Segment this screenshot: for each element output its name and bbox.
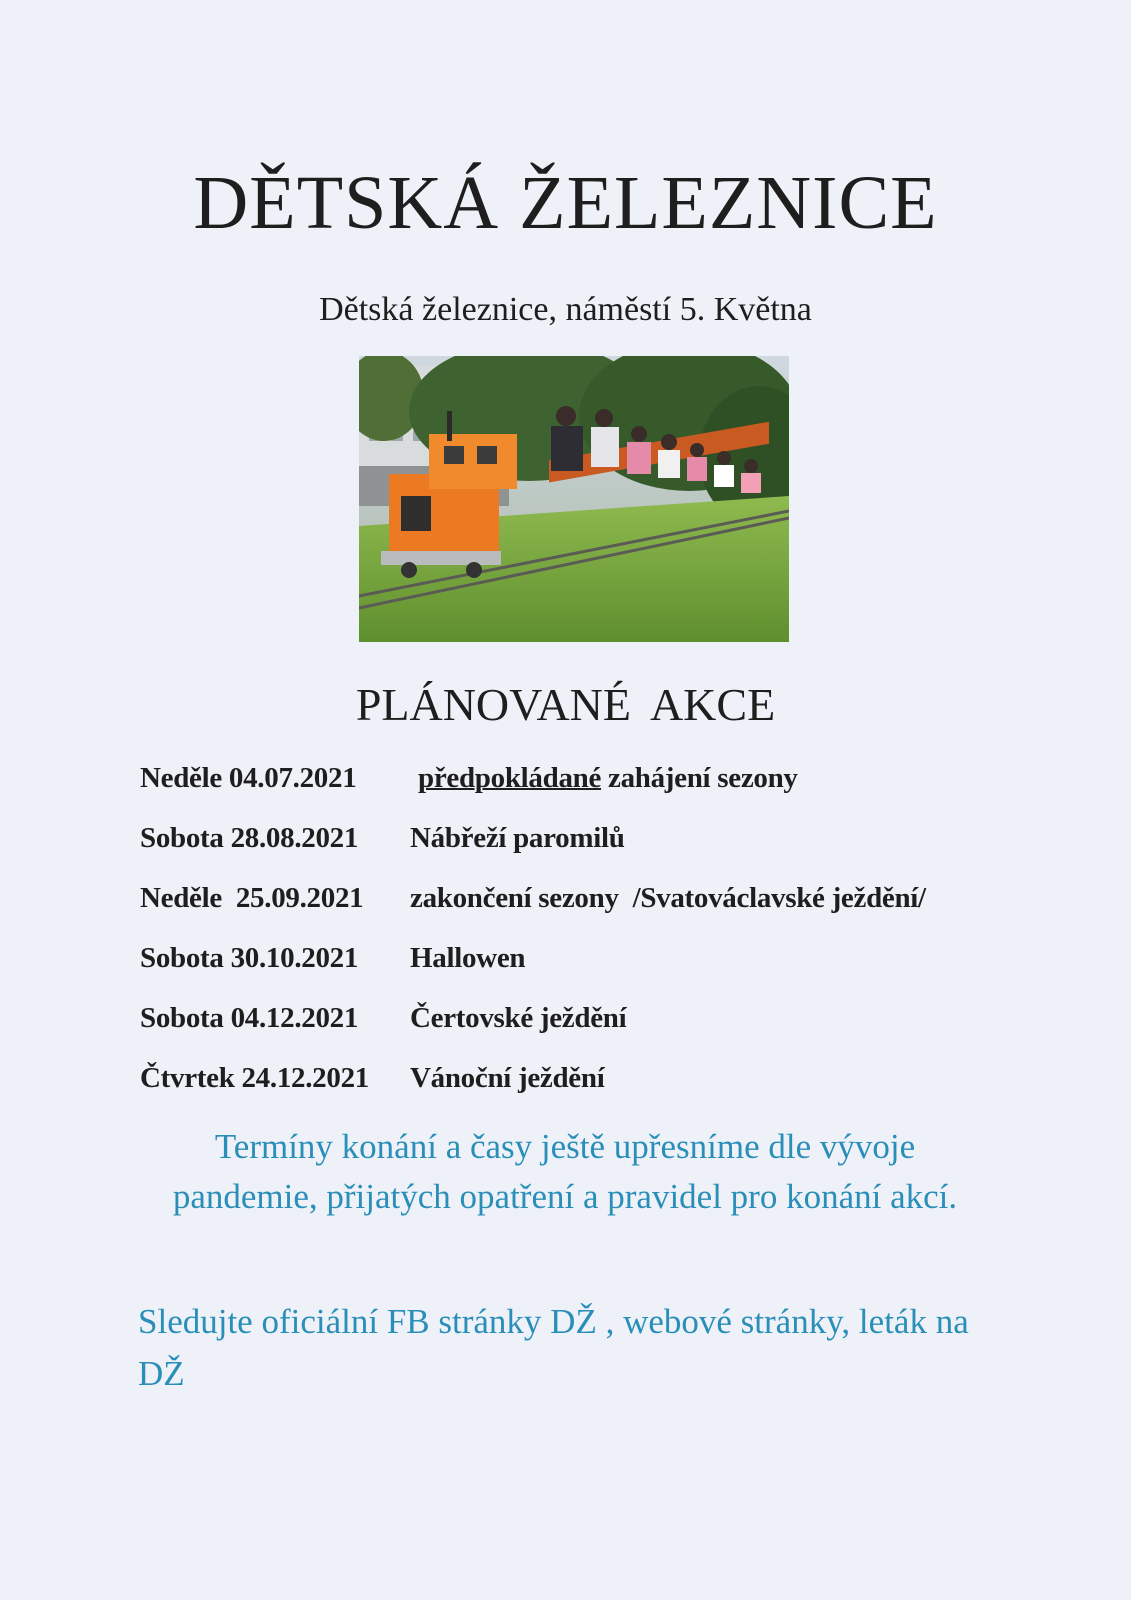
location-subtitle: Dětská železnice, náměstí 5. Května: [319, 291, 812, 328]
event-name: Nábřeží paromilů: [410, 822, 625, 854]
event-date: Neděle 04.07.2021: [140, 762, 357, 794]
event-name: zakončení sezony /Svatováclavské ježdění/: [410, 882, 926, 914]
event-name-rest: zahájení sezony: [601, 762, 798, 794]
event-name-underlined: předpokládané: [418, 762, 602, 794]
event-date: Sobota 28.08.2021: [140, 822, 359, 854]
event-row: [140, 820, 1040, 880]
event-row: [140, 880, 1040, 940]
event-name: Čertovské ježdění: [410, 1002, 627, 1034]
event-date: Sobota 04.12.2021: [140, 1002, 359, 1034]
event-name: Vánoční ježdění: [410, 1062, 605, 1094]
schedule-notice: Termíny konání a časy ještě upřesníme dle vývoje pandemie, přijatých opatření a pravidel pro konání akcí.: [172, 1127, 958, 1216]
follow-notice: Sledujte oficiální FB stránky DŽ , webové stránky, leták na DŽ: [138, 1302, 969, 1393]
event-name: Hallowen: [410, 942, 526, 974]
event-row: [140, 940, 1040, 1000]
event-date: Sobota 30.10.2021: [140, 942, 359, 974]
train-photo: [359, 356, 789, 642]
section-title-planned-events: PLÁNOVANÉ AKCE: [355, 679, 776, 730]
event-row: [140, 1000, 1040, 1060]
event-name: [418, 760, 798, 796]
page-title: DĚTSKÁ ŽELEZNICE: [193, 161, 938, 245]
event-row: [140, 760, 1040, 820]
event-list: [140, 760, 1040, 1120]
event-date: Čtvrtek 24.12.2021: [140, 1062, 369, 1094]
event-row: [140, 1060, 1040, 1120]
train-photo-illustration: [359, 356, 789, 642]
event-date: Neděle 25.09.2021: [140, 882, 364, 914]
